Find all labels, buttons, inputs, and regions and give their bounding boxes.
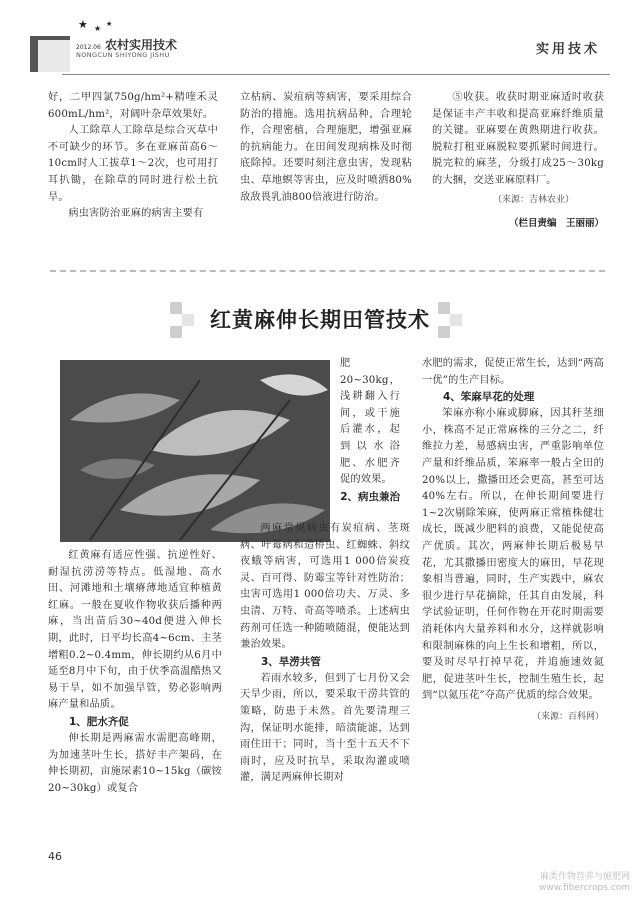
page-number: 46 [48, 850, 62, 863]
paragraph: 肥20~30kg，浅耕翻入行间，或干施后灌水，起到以水浴肥、水肥齐促的效果。 [340, 358, 400, 486]
top-column-3 [432, 90, 604, 229]
beside-photo-text [340, 356, 400, 506]
editor-credit: （栏目责编 王丽丽） [508, 217, 604, 229]
paragraph: 两麻常见病虫有炭疽病、茎斑病、叶霉病和造桥虫、红蜘蛛、斜纹夜蛾等病害，可选用1 000倍炭疫灵、百可得、防霉宝等针对性防治；虫害可选用1 000倍功夫、万灵、多虫清、万特、奇高等喷杀。上述病虫药剂可任选一种随喷随混，便能达到兼治效果。 [240, 523, 410, 651]
section-title: 实用技术 [535, 42, 600, 57]
article-column-3 [422, 356, 604, 722]
source-note: （来源：百科网） [531, 711, 604, 722]
article-divider [50, 270, 605, 272]
section-heading: 3、旱涝共管 [261, 655, 321, 668]
decor-square [182, 314, 194, 326]
article-title-block [170, 300, 470, 340]
paragraph: 立枯病、炭疽病等病害，要采用综合防治的措施。选用抗病品种，合理轮作，合理密植，合理施肥，增强亚麻的抗病能力。在田间发现病株及时彻底除掉。还要时刻注意虫害，发现粘虫、草地螟等害虫，应及时喷洒80%敌敌畏乳油800倍液进行防治。 [240, 92, 412, 203]
article-column-2 [240, 521, 410, 787]
leaf-illustration [60, 360, 330, 542]
section-heading: 2、病虫兼治 [340, 490, 400, 503]
decor-square [170, 302, 182, 314]
source-note: （来源：吉林农业） [492, 194, 574, 205]
magazine-logo [8, 14, 178, 76]
top-column-2 [240, 90, 412, 206]
paragraph: 人工除草人工除草是综合灭草中不可缺少的环节。多在亚麻苗高6～10cm时人工拔草1～2次，也可用打耳扒锄，在除草的同时进行松土抗旱。 [48, 125, 218, 203]
jute-leaf-photo [60, 360, 330, 542]
section-heading: 4、笨麻早花的处理 [443, 391, 535, 404]
paragraph: 病虫害防治亚麻的病害主要有 [68, 208, 204, 220]
paragraph: 若雨水较多，但到了七月份又会天旱少雨，所以，要采取干涝共管的策略，防患于未然。首先要清理三沟，保证明水能排，暗渍能滤，达到雨住田干；同时，当十至十五天不下雨时，应及时抗旱，采取沟灌或喷灌，满足两麻伸长期对 [240, 672, 410, 784]
section-heading: 1、肥水齐促 [69, 715, 129, 728]
logo-title-text: 农村实用技术 [105, 38, 178, 52]
paragraph: 伸长期是两麻需水需肥高峰期，为加速茎叶生长，搭好丰产架码，在伸长期初，亩施尿素10~15kg（碳铵20~30kg）或复合 [48, 732, 222, 794]
star-icon: ★ [106, 20, 113, 28]
watermark-site-name: 麻类作物营养与施肥网 [539, 872, 630, 882]
decor-square [438, 302, 450, 314]
logo-mark [30, 36, 70, 72]
logo-pinyin: NONGCUN SHIYONG JISHU [76, 51, 170, 59]
paragraph: 红黄麻有适应性强、抗逆性好、耐湿抗涝涝等特点。低湿地、高水田、河滩地和土壤瘠薄地适宜种植黄红麻。一般在夏收作物收获后播种两麻，当出苗后30~40d便进入伸长期，此时，日平均长高4~6cm、主茎增粗0.2~0.4mm，伸长期约从6月中延至8月中下旬，由于伏季高温酷热又易干旱，如不加强旱管，势必影响两麻产量和品质。 [48, 550, 222, 711]
decor-square [438, 326, 450, 338]
paragraph: 水肥的需求，促使正常生长，达到“两高一优”的生产目标。 [422, 358, 604, 386]
paragraph: 笨麻亦称小麻或脚麻，因其秆茎细小，株高不足正常麻株的三分之二，纤维拉力差，易感病虫害，严重影响单位产量和纤维品质，笨麻率一般占全田的20%以上，撒播田还会更高，甚至可达40%左右。所以，在伸长期间要进行1~2次剔除笨麻，使两麻正常植株健壮成长，既减少肥料的浪费，又能促使高产优质。其次，两麻伸长期后极易早花，尤其撒播田密度大的麻田，早花现象相当普遍，同时，生产实践中，麻农很少进行早花摘除，任其自由发展，科学试验证明，任何作物在开花时期需要消耗体内大量养料和水分，这样就影响和限制麻株的向上生长和增粗，所以，要及时尽早打掉早花，并追施速效氮肥，促进茎叶生长，控制生殖生长，起到“以氮压花”夺高产优质的综合效果。 [422, 408, 604, 702]
article-column-1 [48, 548, 222, 797]
article-title: 红黄麻伸长期田管技术 [210, 307, 430, 332]
star-icon: ★ [78, 18, 88, 31]
paragraph: ⑤收获。收获时期亚麻适时收获是保证丰产丰收和提高亚麻纤维质量的关键。亚麻要在黄熟期进行收获。脱粒打租亚麻脱粒要抓紧时间进行。脱完粒的麻茎，分级打成25～30kg的大捆，交送亚麻原料厂。 [432, 92, 604, 186]
star-icon: ★ [94, 24, 102, 33]
logo-issue: 2012.06 [76, 44, 101, 51]
decor-square [450, 314, 462, 326]
watermark-url: www.fibercrops.com [539, 883, 630, 893]
decor-square [170, 326, 182, 338]
watermark [539, 872, 630, 894]
paragraph: 好，二甲四氯750g/hm²+精喹禾灵600mL/hm²，对阔叶杂草效果好。 [48, 92, 218, 120]
top-column-1 [48, 90, 218, 223]
header-divider [62, 74, 610, 75]
